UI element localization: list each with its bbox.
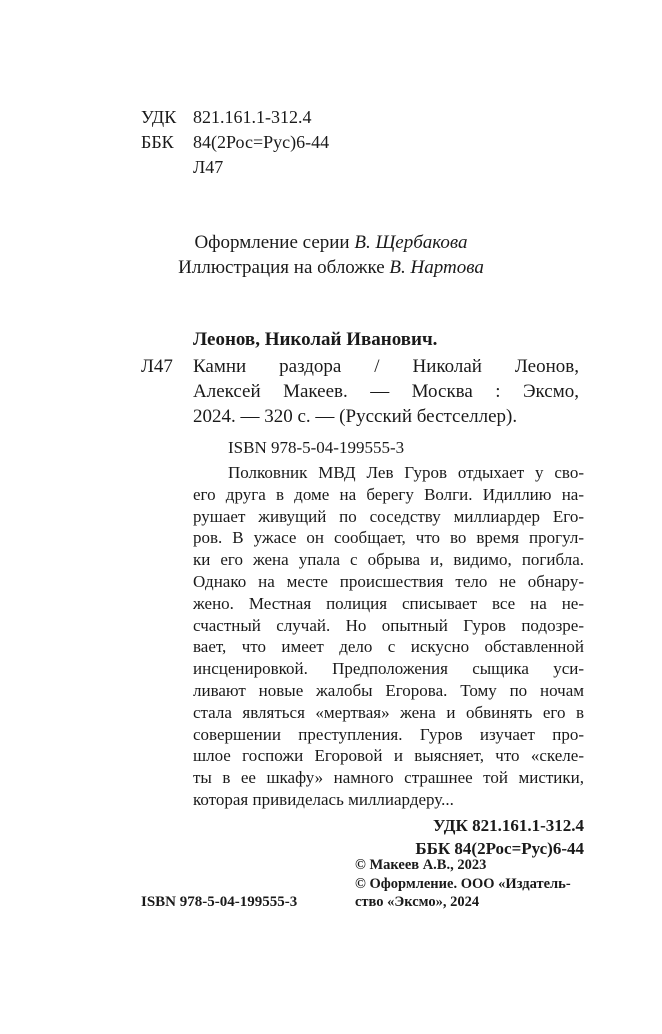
annotation-line: Полковник МВД Лев Гуров отдыхает у сво- [228, 463, 584, 482]
bib-mark: Л47 [141, 356, 173, 377]
bib-isbn: ISBN 978-5-04-199555-3 [228, 438, 405, 457]
annotation [193, 462, 584, 811]
cover-illustration-prefix: Иллюстрация на обложке [178, 257, 385, 278]
annotation-line: ливают новые жалобы Егорова. Тому по ночам [193, 680, 584, 700]
bib-line-1: Камни раздора / Николай Леонов, [193, 356, 579, 377]
author-mark: Л47 [193, 157, 224, 177]
annotation-line: ров. В ужасе он сообщает, что во время прогул- [193, 528, 584, 548]
bbk-line [141, 131, 329, 153]
annotation-line: ты в ее шкафу» намного страшнее той мистики, [193, 768, 584, 788]
bib-author: Леонов, Николай Иванович. [193, 329, 438, 350]
cover-illustration-name: В. Нартова [389, 257, 484, 278]
index-bbk: ББК 84(2Рос=Рус)6-44 [415, 839, 584, 858]
annotation-line: шлое госпожи Егоровой и выясняет, что «скеле- [193, 746, 584, 766]
bbk-value: 84(2Рос=Рус)6-44 [193, 132, 330, 152]
annotation-line: его друга в доме на берегу Волги. Идиллию на- [193, 484, 584, 504]
annotation-line: вает, что имеет дело с искусно обставленной [193, 637, 584, 657]
index-udk: УДК 821.161.1-312.4 [433, 816, 584, 835]
annotation-line: совершении преступления. Гуров изучает про- [193, 724, 584, 744]
bib-line-2: Алексей Макеев. — Москва : Эксмо, [193, 381, 579, 402]
bib-description [193, 355, 579, 429]
footer-isbn: ISBN 978-5-04-199555-3 [141, 894, 298, 910]
cover-illustration-credit [0, 256, 662, 280]
annotation-line: которая привиделась миллиардеру... [193, 789, 454, 809]
udk-value: 821.161.1-312.4 [193, 107, 312, 127]
annotation-line: рушает живущий по соседству миллиардер Его- [193, 506, 584, 526]
copyright-block [355, 856, 571, 912]
udk-label: УДК [141, 107, 177, 127]
annotation-line: Однако на месте происшествия тело не обнару- [193, 571, 584, 591]
series-design-credit [0, 231, 662, 255]
copyright-design-cont: ство «Эксмо», 2024 [355, 894, 480, 910]
series-design-name: В. Щербакова [354, 232, 468, 253]
annotation-line: счастный случай. Но опытный Гуров подозре- [193, 615, 584, 635]
copyright-design: © Оформление. ООО «Издатель- [355, 875, 571, 892]
bib-line-3: 2024. — 320 с. — (Русский бестселлер). [193, 406, 518, 427]
annotation-line: жено. Местная полиция списывает все на не- [193, 593, 584, 613]
copyright-author: © Макеев А.В., 2023 [355, 857, 487, 873]
annotation-line: инсценировкой. Предположения сыщика уси- [193, 659, 584, 679]
bbk-label: ББК [141, 132, 174, 152]
series-design-prefix: Оформление серии [194, 232, 350, 253]
annotation-line: стала являться «мертвая» жена и обвинять его в [193, 702, 584, 722]
udk-line [141, 106, 312, 128]
annotation-line: ки его жена упала с обрыва и, видимо, погибла. [193, 550, 584, 570]
